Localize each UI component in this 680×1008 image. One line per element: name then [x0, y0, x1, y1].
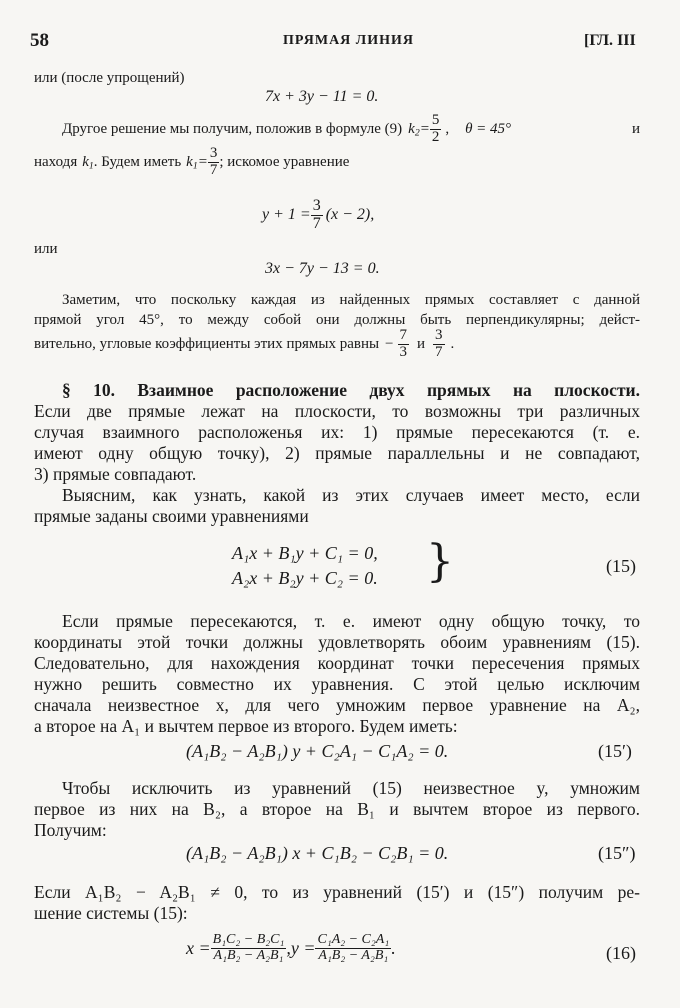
paragraph-line: первое из них на B₂, а второе на B₁ и вычтем второе из первого.: [34, 799, 640, 819]
fraction-7-3: $\frac{7}{3}$: [399, 327, 408, 360]
eq-sign: =: [419, 120, 430, 137]
eq-sign: =: [197, 153, 208, 170]
conj-and: и: [631, 120, 640, 137]
equation-16: x = $\frac{\text{B₁C₂ − B₂C₁}}{\text{A₁B₂ − A₂B₁}}$ , y = $\frac{\text{C₁A₂ − C₂A₁}}{\text{A₁B₂ − A₂B₁}}$ .: [186, 932, 396, 963]
text-line: или: [34, 241, 58, 257]
paragraph-line: сначала неизвестное x, для чего умножим первое уравнение на A₂,: [34, 695, 640, 715]
paragraph-line: а второе на A₁ и вычтем первое из второго. Будем иметь:: [34, 716, 458, 736]
paragraph-line: Если прямые пересекаются, т. е. имеют одну общую точку, то: [62, 611, 640, 631]
text: Другое решение мы получим, положив в формуле (9): [62, 120, 403, 137]
fraction-3-7: $\frac{3}{7}$: [312, 197, 321, 232]
k1-symbol: $k_1$: [82, 153, 94, 172]
equation-15-prime: (A₁B₂ − A₂B₁) y + C₂A₁ − C₁A₂ = 0.: [186, 741, 449, 761]
theta-value: θ = 45°: [465, 120, 512, 137]
paragraph-line: Если две прямые лежат на плоскости, то возможны три различных: [34, 401, 640, 421]
equation-number: (15′): [598, 741, 632, 761]
note-line: прямой угол 45°, то между собой они должны быть перпендикулярны; дейст-: [34, 312, 640, 328]
text: ; искомое уравнение: [219, 153, 350, 170]
chapter-label: [ГЛ. III: [584, 32, 636, 49]
system-eq-line-1: A₁x + B₁y + C₁ = 0,: [232, 543, 378, 563]
equation-3: 3x − 7y − 13 = 0.: [265, 260, 380, 277]
paragraph-line: случая взаимного расположенья их: 1) прямые пересекаются (т. е.: [34, 422, 640, 442]
right-brace: }: [426, 536, 454, 587]
text: . Будем иметь: [93, 153, 182, 170]
fraction-5-2: $\frac{5}{2}$: [431, 112, 440, 145]
paragraph-line: шение системы (15):: [34, 903, 188, 923]
paragraph-line: 3) прямые совпадают.: [34, 464, 197, 484]
fraction-3-7: $\frac{3}{7}$: [209, 145, 218, 178]
note-line: Заметим, что поскольку каждая из найденных прямых составляет с данной: [62, 292, 640, 308]
text-line: или (после упрощений): [34, 70, 185, 86]
paragraph-line: Получим:: [34, 820, 107, 840]
paragraph-line: Другое решение мы получим, положив в формуле (9) $k_2$ = $\frac{5}{2}$ , θ = 45° и: [62, 112, 640, 145]
paragraph-line: Если A₁B₂ − A₂B₁ ≠ 0, то из уравнений (15′) и (15″) получим ре-: [34, 882, 640, 902]
k1-symbol: $k_1$: [186, 153, 198, 172]
equation-number: (15): [606, 556, 636, 576]
paragraph-line: Следовательно, для нахождения координат точки пересечения прямых: [34, 653, 640, 673]
fraction-3-7: $\frac{3}{7}$: [435, 327, 443, 360]
paragraph-line: Чтобы исключить из уравнений (15) неизвестное y, умножим: [62, 778, 640, 798]
fraction-y: $\frac{\text{C₁A₂ − C₂A₁}}{\text{A₁B₂ − A₂B₁}}$: [317, 932, 390, 963]
paragraph-line: имеют одну общую точку), 2) прямые параллельны и не совпадают,: [34, 443, 640, 463]
running-title: ПРЯМАЯ ЛИНИЯ: [283, 33, 414, 48]
equation-15-double-prime: (A₁B₂ − A₂B₁) x + C₁B₂ − C₂B₁ = 0.: [186, 843, 449, 863]
equation-number: (15″): [598, 843, 636, 863]
paragraph-line: прямые заданы своими уравнениями: [34, 506, 309, 526]
k2-symbol: $k_2$: [408, 120, 420, 139]
equation-2: y + 1 = $\frac{3}{7}$ (x − 2),: [262, 197, 375, 232]
equation-1: 7x + 3y − 11 = 0.: [265, 88, 379, 105]
section-heading: § 10. Взаимное расположение двух прямых на плоскости.: [62, 380, 640, 400]
fraction-x: $\frac{\text{B₁C₂ − B₂C₁}}{\text{A₁B₂ − A₂B₁}}$: [212, 932, 285, 963]
note-line: вительно, угловые коэффициенты этих прямых равны − $\frac{7}{3}$ и $\frac{3}{7}$ .: [34, 327, 455, 360]
paragraph-line: координаты этой точки должны удовлетворять обоим уравнениям (15).: [34, 632, 640, 652]
equation-number: (16): [606, 943, 636, 963]
paragraph-line: Выясним, как узнать, какой из этих случаев имеет место, если: [62, 485, 640, 505]
system-eq-line-2: A₂x + B₂y + C₂ = 0.: [232, 568, 378, 588]
text: находя: [34, 153, 78, 170]
page-number: 58: [30, 30, 49, 51]
paragraph-line: [34, 146, 349, 179]
paragraph-line: нужно решить совместно их уравнения. С этой целью исключим: [34, 674, 640, 694]
